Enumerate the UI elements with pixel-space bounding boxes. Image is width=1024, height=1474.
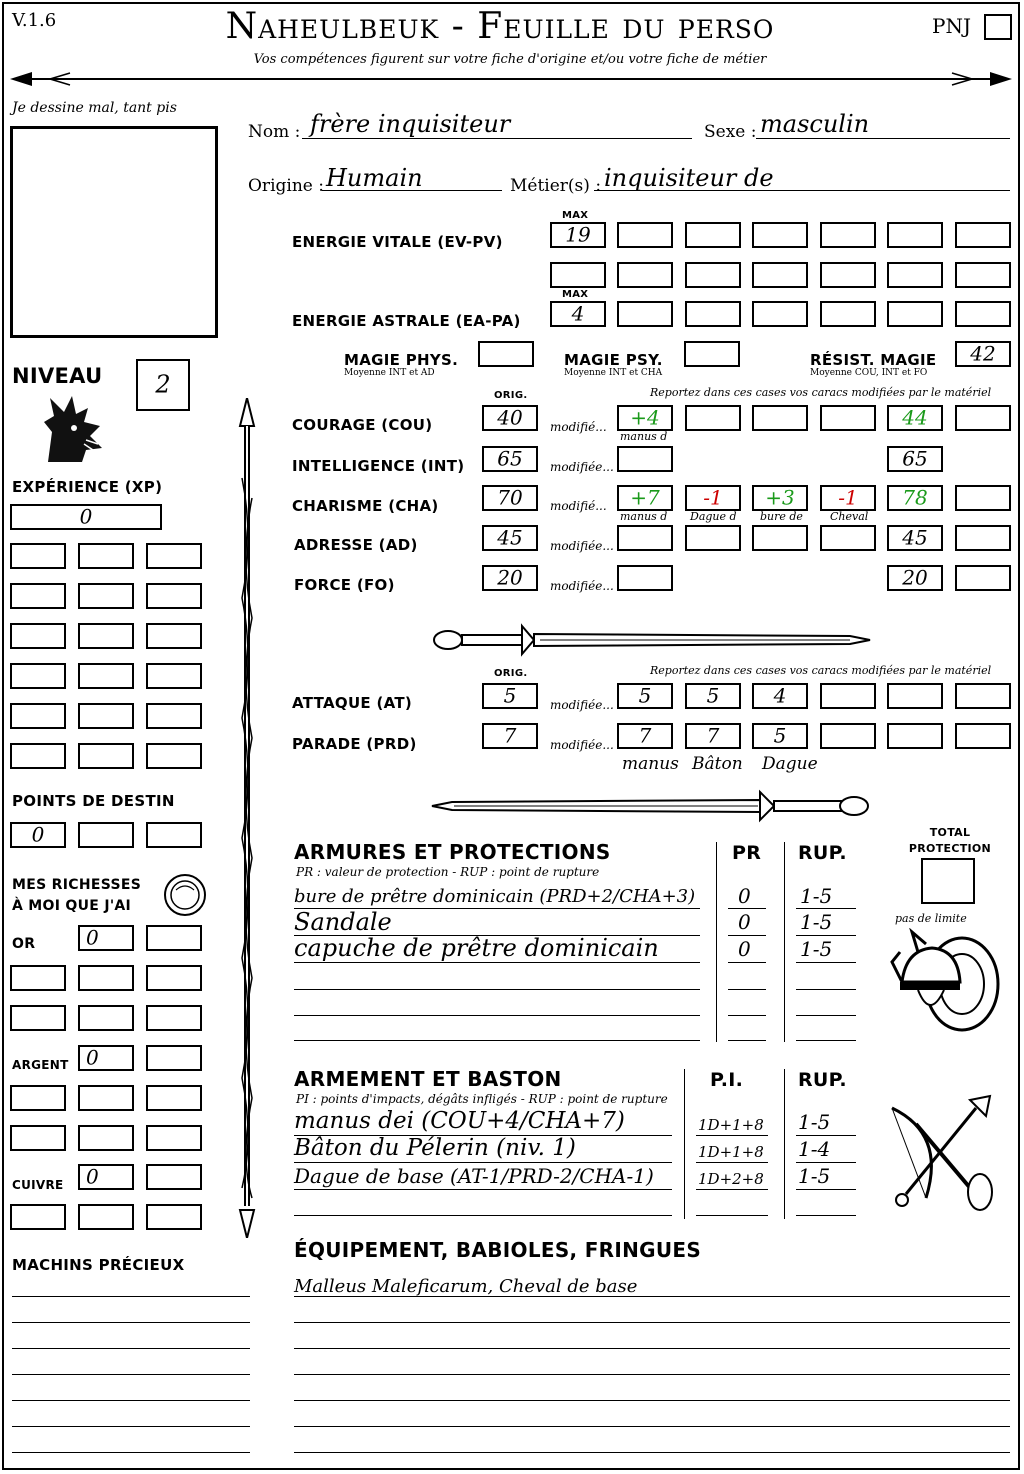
ad-mod-box[interactable] [685, 525, 741, 551]
armure-row-line [294, 962, 700, 963]
ev-box[interactable] [617, 262, 673, 288]
argent-box[interactable]: 0 [78, 1045, 134, 1071]
machins-line[interactable] [12, 1374, 250, 1375]
ea-box[interactable] [685, 301, 741, 327]
sexe-field[interactable]: masculin [760, 110, 870, 138]
ad-final-box[interactable]: 45 [887, 525, 943, 551]
armure-row-line[interactable] [796, 1040, 856, 1041]
fo-label: FORCE (FO) [294, 576, 395, 594]
xp-box[interactable] [146, 623, 202, 649]
weapon-caption: manus [622, 754, 679, 774]
modifie-label: modifié... [550, 420, 607, 434]
prd-label: PARADE (PRD) [292, 735, 417, 753]
destin-box[interactable] [78, 822, 134, 848]
ad-orig-box[interactable]: 45 [482, 525, 538, 551]
resist-magie-label: RÉSIST. MAGIE [810, 351, 937, 369]
argent-label: ARGENT [12, 1058, 69, 1072]
arme-name[interactable]: Dague de base (AT-1/PRD-2/CHA-1) [294, 1164, 654, 1188]
weapon-caption: Dague [762, 754, 818, 774]
armure-row-line [796, 962, 856, 963]
orig-label: ORIG. [494, 390, 528, 401]
magie-phys-box[interactable] [478, 341, 534, 367]
equipement-line[interactable] [294, 1426, 1010, 1427]
richesses-label-2: À MOI QUE J'AI [12, 898, 132, 914]
armure-row-line[interactable] [294, 989, 700, 990]
int-label: INTELLIGENCE (INT) [292, 457, 465, 475]
cuivre-box[interactable]: 0 [78, 1164, 134, 1190]
at-orig-box[interactable]: 5 [482, 683, 538, 709]
arme-row-line[interactable] [294, 1215, 672, 1216]
ev-label: ENERGIE VITALE (EV-PV) [292, 233, 503, 251]
ea-box[interactable] [752, 301, 808, 327]
version-label: V.1.6 [12, 10, 57, 31]
xp-box[interactable] [78, 623, 134, 649]
xp-box[interactable] [10, 703, 66, 729]
page-title: Naheulbeuk - Feuille du perso [225, 6, 775, 47]
sexe-label: Sexe : [704, 122, 757, 142]
ev-box[interactable] [887, 262, 943, 288]
nom-field[interactable]: frère inquisiteur [310, 110, 511, 138]
weapon-caption: Bâton [692, 754, 743, 774]
cou-label: COURAGE (COU) [292, 416, 433, 434]
ev-box[interactable] [617, 222, 673, 248]
cha-mod-note: Cheval [830, 510, 869, 523]
ea-box[interactable] [955, 301, 1011, 327]
ev-box[interactable] [685, 222, 741, 248]
at-mod-box[interactable] [820, 683, 876, 709]
armure-pr[interactable]: 0 [738, 937, 751, 961]
ev-box[interactable] [820, 262, 876, 288]
cou-mod-box[interactable] [820, 405, 876, 431]
cuivre-box[interactable] [78, 1204, 134, 1230]
ev-box[interactable] [550, 262, 606, 288]
armure-name[interactable]: Sandale [294, 908, 392, 936]
xp-box[interactable] [78, 543, 134, 569]
resist-magie-sub: Moyenne COU, INT et FO [810, 368, 928, 378]
page-subtitle: Vos compétences figurent sur votre fiche d'origine et/ou votre fiche de métier [253, 52, 767, 67]
nom-line [302, 138, 692, 139]
armement-divider [684, 1069, 685, 1219]
prd-mod-box[interactable] [887, 723, 943, 749]
arme-pi[interactable]: 1D+1+8 [698, 1143, 764, 1161]
arme-name[interactable]: manus dei (COU+4/CHA+7) [294, 1108, 625, 1134]
armure-row-line[interactable] [728, 1040, 766, 1041]
or-box[interactable] [78, 965, 134, 991]
armement-title: ARMEMENT ET BASTON [294, 1067, 562, 1091]
arme-row-line [796, 1162, 856, 1163]
prd-mod-box[interactable]: 7 [617, 723, 673, 749]
arme-row-line [696, 1189, 768, 1190]
pnj-checkbox[interactable] [984, 14, 1012, 40]
arme-row-line [294, 1162, 672, 1163]
modifiee-label: modifiée... [550, 460, 614, 474]
equipement-line[interactable] [294, 1374, 1010, 1375]
ea-box[interactable] [820, 301, 876, 327]
armure-rup[interactable]: 1-5 [800, 937, 833, 961]
prd-mod-box[interactable]: 5 [752, 723, 808, 749]
at-mod-box[interactable] [955, 683, 1011, 709]
arme-pi[interactable]: 1D+1+8 [698, 1116, 764, 1134]
armure-row-line[interactable] [294, 1040, 700, 1041]
armures-subtitle: PR : valeur de protection - RUP : point de rupture [296, 865, 600, 879]
xp-box[interactable] [10, 743, 66, 769]
cha-mod-note: Dague d [690, 510, 737, 523]
crossed-weapons-icon [886, 1094, 1006, 1214]
armure-row-line [796, 935, 856, 936]
equipement-line[interactable] [294, 1452, 1010, 1453]
fo-mod-box[interactable] [617, 565, 673, 591]
ad-label: ADRESSE (AD) [294, 536, 418, 554]
or-label: OR [12, 936, 36, 952]
armure-row-line[interactable] [294, 1015, 700, 1016]
magie-psy-label: MAGIE PSY. [564, 351, 663, 369]
cha-mod-box[interactable] [955, 485, 1011, 511]
cuivre-label: CUIVRE [12, 1178, 64, 1192]
cha-mod-box[interactable]: -1 [820, 485, 876, 511]
int-mod-box[interactable] [617, 446, 673, 472]
ea-box[interactable] [887, 301, 943, 327]
machins-line[interactable] [12, 1296, 250, 1297]
arme-pi[interactable]: 1D+2+8 [698, 1170, 764, 1188]
arme-name[interactable]: Bâton du Pélerin (niv. 1) [294, 1135, 576, 1161]
pi-label: P.I. [710, 1069, 744, 1091]
machins-line[interactable] [12, 1452, 250, 1453]
armure-name[interactable]: capuche de prêtre dominicain [294, 934, 659, 962]
portrait-box[interactable] [10, 126, 218, 338]
argent-box[interactable] [78, 1125, 134, 1151]
cuivre-box[interactable] [146, 1164, 202, 1190]
coin-icon [162, 872, 208, 918]
ea-label: ENERGIE ASTRALE (EA-PA) [292, 312, 521, 330]
prd-mod-box[interactable] [820, 723, 876, 749]
or-box[interactable] [146, 925, 202, 951]
ev-box[interactable] [820, 222, 876, 248]
ev-box[interactable] [685, 262, 741, 288]
xp-box[interactable] [10, 543, 66, 569]
or-box[interactable] [10, 1005, 66, 1031]
equipement-line[interactable] [294, 1400, 1010, 1401]
metier-label: Métier(s) : [510, 176, 602, 196]
ad-mod-box[interactable] [955, 525, 1011, 551]
dragon-head-icon [38, 392, 106, 466]
armure-row-line [728, 935, 766, 936]
report-note: Reportez dans ces cases vos caracs modifiées par le matériel [650, 664, 992, 677]
or-box[interactable] [146, 1005, 202, 1031]
modifiee-label: modifiée... [550, 579, 614, 593]
armures-title: ARMURES ET PROTECTIONS [294, 840, 611, 864]
ev-box[interactable] [955, 262, 1011, 288]
xp-box[interactable] [146, 743, 202, 769]
ev-box[interactable] [752, 262, 808, 288]
arme-row-line [696, 1135, 768, 1136]
armure-pr[interactable]: 0 [738, 884, 751, 908]
arme-row-line[interactable] [696, 1215, 768, 1216]
or-box[interactable] [146, 965, 202, 991]
xp-box[interactable] [78, 663, 134, 689]
cou-mod-note: manus d [620, 430, 668, 443]
armure-row-line[interactable] [728, 989, 766, 990]
sword-icon [430, 788, 872, 824]
niveau-label: NIVEAU [12, 364, 103, 388]
cha-mod-note: manus d [620, 510, 668, 523]
magie-phys-sub: Moyenne INT et AD [344, 368, 435, 378]
ea-max-label: MAX [562, 289, 589, 300]
ad-mod-box[interactable] [617, 525, 673, 551]
equipement-line[interactable] [294, 1348, 1010, 1349]
portrait-caption: Je dessine mal, tant pis [12, 100, 177, 116]
xp-box[interactable] [10, 583, 66, 609]
origine-label: Origine : [248, 176, 324, 196]
xp-box[interactable] [146, 583, 202, 609]
cou-final-box[interactable]: 44 [887, 405, 943, 431]
cou-mod-box[interactable] [685, 405, 741, 431]
ad-mod-box[interactable] [752, 525, 808, 551]
resist-magie-box[interactable]: 42 [955, 341, 1011, 367]
arrow-divider-icon [10, 68, 1012, 90]
cou-mod-box[interactable] [955, 405, 1011, 431]
arme-rup[interactable]: 1-5 [798, 1164, 831, 1188]
cha-final-box[interactable]: 78 [887, 485, 943, 511]
armure-row-line [728, 908, 766, 909]
cha-mod-box[interactable]: +3 [752, 485, 808, 511]
at-mod-box[interactable] [887, 683, 943, 709]
destin-box[interactable] [146, 822, 202, 848]
magie-psy-sub: Moyenne INT et CHA [564, 368, 663, 378]
prd-mod-box[interactable] [955, 723, 1011, 749]
modifie-label: modifié... [550, 499, 607, 513]
cou-mod-box[interactable] [752, 405, 808, 431]
xp-box[interactable] [78, 583, 134, 609]
armure-row-line[interactable] [796, 1015, 856, 1016]
destin-label: POINTS DE DESTIN [12, 792, 175, 810]
cuivre-box[interactable] [10, 1204, 66, 1230]
ea-max-box[interactable]: 4 [550, 301, 606, 327]
cha-mod-box[interactable]: +7 [617, 485, 673, 511]
arme-rup[interactable]: 1-5 [798, 1110, 831, 1134]
cou-mod-box[interactable]: +4 [617, 405, 673, 431]
report-note: Reportez dans ces cases vos caracs modifiées par le matériel [650, 386, 992, 399]
armure-rup[interactable]: 1-5 [800, 910, 833, 934]
xp-box[interactable] [146, 703, 202, 729]
ev-box[interactable] [752, 222, 808, 248]
equipement-line-text[interactable]: Malleus Maleficarum, Cheval de base [294, 1276, 638, 1297]
total-protection-label: TOTAL [929, 826, 971, 839]
armement-rup-label: RUP. [798, 1069, 847, 1091]
orig-label: ORIG. [494, 668, 528, 679]
or-box[interactable]: 0 [78, 925, 134, 951]
armure-row-line[interactable] [728, 1015, 766, 1016]
ev-box[interactable] [887, 222, 943, 248]
magie-phys-label: MAGIE PHYS. [344, 351, 459, 369]
armures-divider [784, 842, 785, 1042]
armures-divider [716, 842, 717, 1042]
xp-box[interactable]: 0 [10, 504, 162, 530]
equipement-line[interactable] [294, 1322, 1010, 1323]
niveau-box[interactable]: 2 [136, 359, 190, 411]
or-box[interactable] [10, 965, 66, 991]
armure-pr[interactable]: 0 [738, 910, 751, 934]
armement-subtitle: PI : points d'impacts, dégâts infligés - RUP : point de rupture [296, 1092, 668, 1106]
arme-rup[interactable]: 1-4 [798, 1137, 831, 1161]
argent-box[interactable] [10, 1125, 66, 1151]
armure-name[interactable]: bure de prêtre dominicain (PRD+2/CHA+3) [294, 886, 696, 907]
arme-row-line [294, 1189, 672, 1190]
int-orig-box[interactable]: 65 [482, 446, 538, 472]
equipement-title: ÉQUIPEMENT, BABIOLES, FRINGUES [294, 1238, 702, 1262]
argent-box[interactable] [146, 1045, 202, 1071]
machins-label: MACHINS PRÉCIEUX [12, 1256, 185, 1274]
xp-box[interactable] [78, 703, 134, 729]
metier-field[interactable]: inquisiteur de [604, 164, 774, 192]
argent-box[interactable] [78, 1085, 134, 1111]
machins-line[interactable] [12, 1426, 250, 1427]
arme-row-line [796, 1135, 856, 1136]
arme-row-line[interactable] [796, 1215, 856, 1216]
machins-line[interactable] [12, 1348, 250, 1349]
armement-divider [784, 1069, 785, 1219]
armure-row-line[interactable] [796, 989, 856, 990]
ad-mod-box[interactable] [820, 525, 876, 551]
total-protection-label-2: PROTECTION [908, 842, 992, 855]
equipement-line[interactable] [294, 1296, 1010, 1297]
armures-rup-label: RUP. [798, 842, 847, 864]
xp-box[interactable] [10, 623, 66, 649]
sexe-line [756, 138, 1010, 139]
cha-mod-note: bure de [760, 510, 803, 523]
ev-max-box[interactable]: 19 [550, 222, 606, 248]
argent-box[interactable] [146, 1085, 202, 1111]
machins-line[interactable] [12, 1400, 250, 1401]
destin-box[interactable]: 0 [10, 822, 66, 848]
fo-final-box[interactable]: 20 [887, 565, 943, 591]
at-mod-box[interactable]: 4 [752, 683, 808, 709]
fo-orig-box[interactable]: 20 [482, 565, 538, 591]
ev-max-label: MAX [562, 210, 589, 221]
origine-field[interactable]: Humain [326, 164, 423, 192]
cou-orig-box[interactable]: 40 [482, 405, 538, 431]
fo-mod-box[interactable] [955, 565, 1011, 591]
armure-row-line [796, 908, 856, 909]
at-mod-box[interactable]: 5 [685, 683, 741, 709]
ea-box[interactable] [617, 301, 673, 327]
richesses-label: MES RICHESSES [12, 877, 142, 893]
prd-orig-box[interactable]: 7 [482, 723, 538, 749]
pnj-label: PNJ [932, 14, 971, 38]
at-label: ATTAQUE (AT) [292, 694, 413, 712]
modifiee-label: modifiée... [550, 539, 614, 553]
xp-label: EXPÉRIENCE (XP) [12, 478, 163, 496]
pr-label: PR [732, 842, 762, 864]
argent-box[interactable] [146, 1125, 202, 1151]
int-final-box[interactable]: 65 [887, 446, 943, 472]
argent-box[interactable] [10, 1085, 66, 1111]
xp-box[interactable] [146, 543, 202, 569]
modifiee-label: modifiée... [550, 738, 614, 752]
cha-mod-box[interactable]: -1 [685, 485, 741, 511]
modifiee-label: modifiée... [550, 698, 614, 712]
at-mod-box[interactable]: 5 [617, 683, 673, 709]
total-protection-box[interactable] [921, 858, 975, 904]
nom-label: Nom : [248, 122, 301, 142]
armure-rup[interactable]: 1-5 [800, 884, 833, 908]
cuivre-box[interactable] [146, 1204, 202, 1230]
prd-mod-box[interactable]: 7 [685, 723, 741, 749]
arme-row-line [796, 1189, 856, 1190]
sword-icon [430, 622, 872, 658]
or-box[interactable] [78, 1005, 134, 1031]
magie-psy-box[interactable] [684, 341, 740, 367]
armure-row-line [728, 962, 766, 963]
ev-box[interactable] [955, 222, 1011, 248]
xp-box[interactable] [78, 743, 134, 769]
arme-row-line [696, 1162, 768, 1163]
machins-line[interactable] [12, 1322, 250, 1323]
spear-icon [232, 398, 262, 1238]
cha-orig-box[interactable]: 70 [482, 485, 538, 511]
xp-box[interactable] [10, 663, 66, 689]
no-limit-label: pas de limite [895, 912, 967, 925]
cha-label: CHARISME (CHA) [292, 497, 439, 515]
viking-helmet-shield-icon [888, 928, 1004, 1036]
xp-box[interactable] [146, 663, 202, 689]
